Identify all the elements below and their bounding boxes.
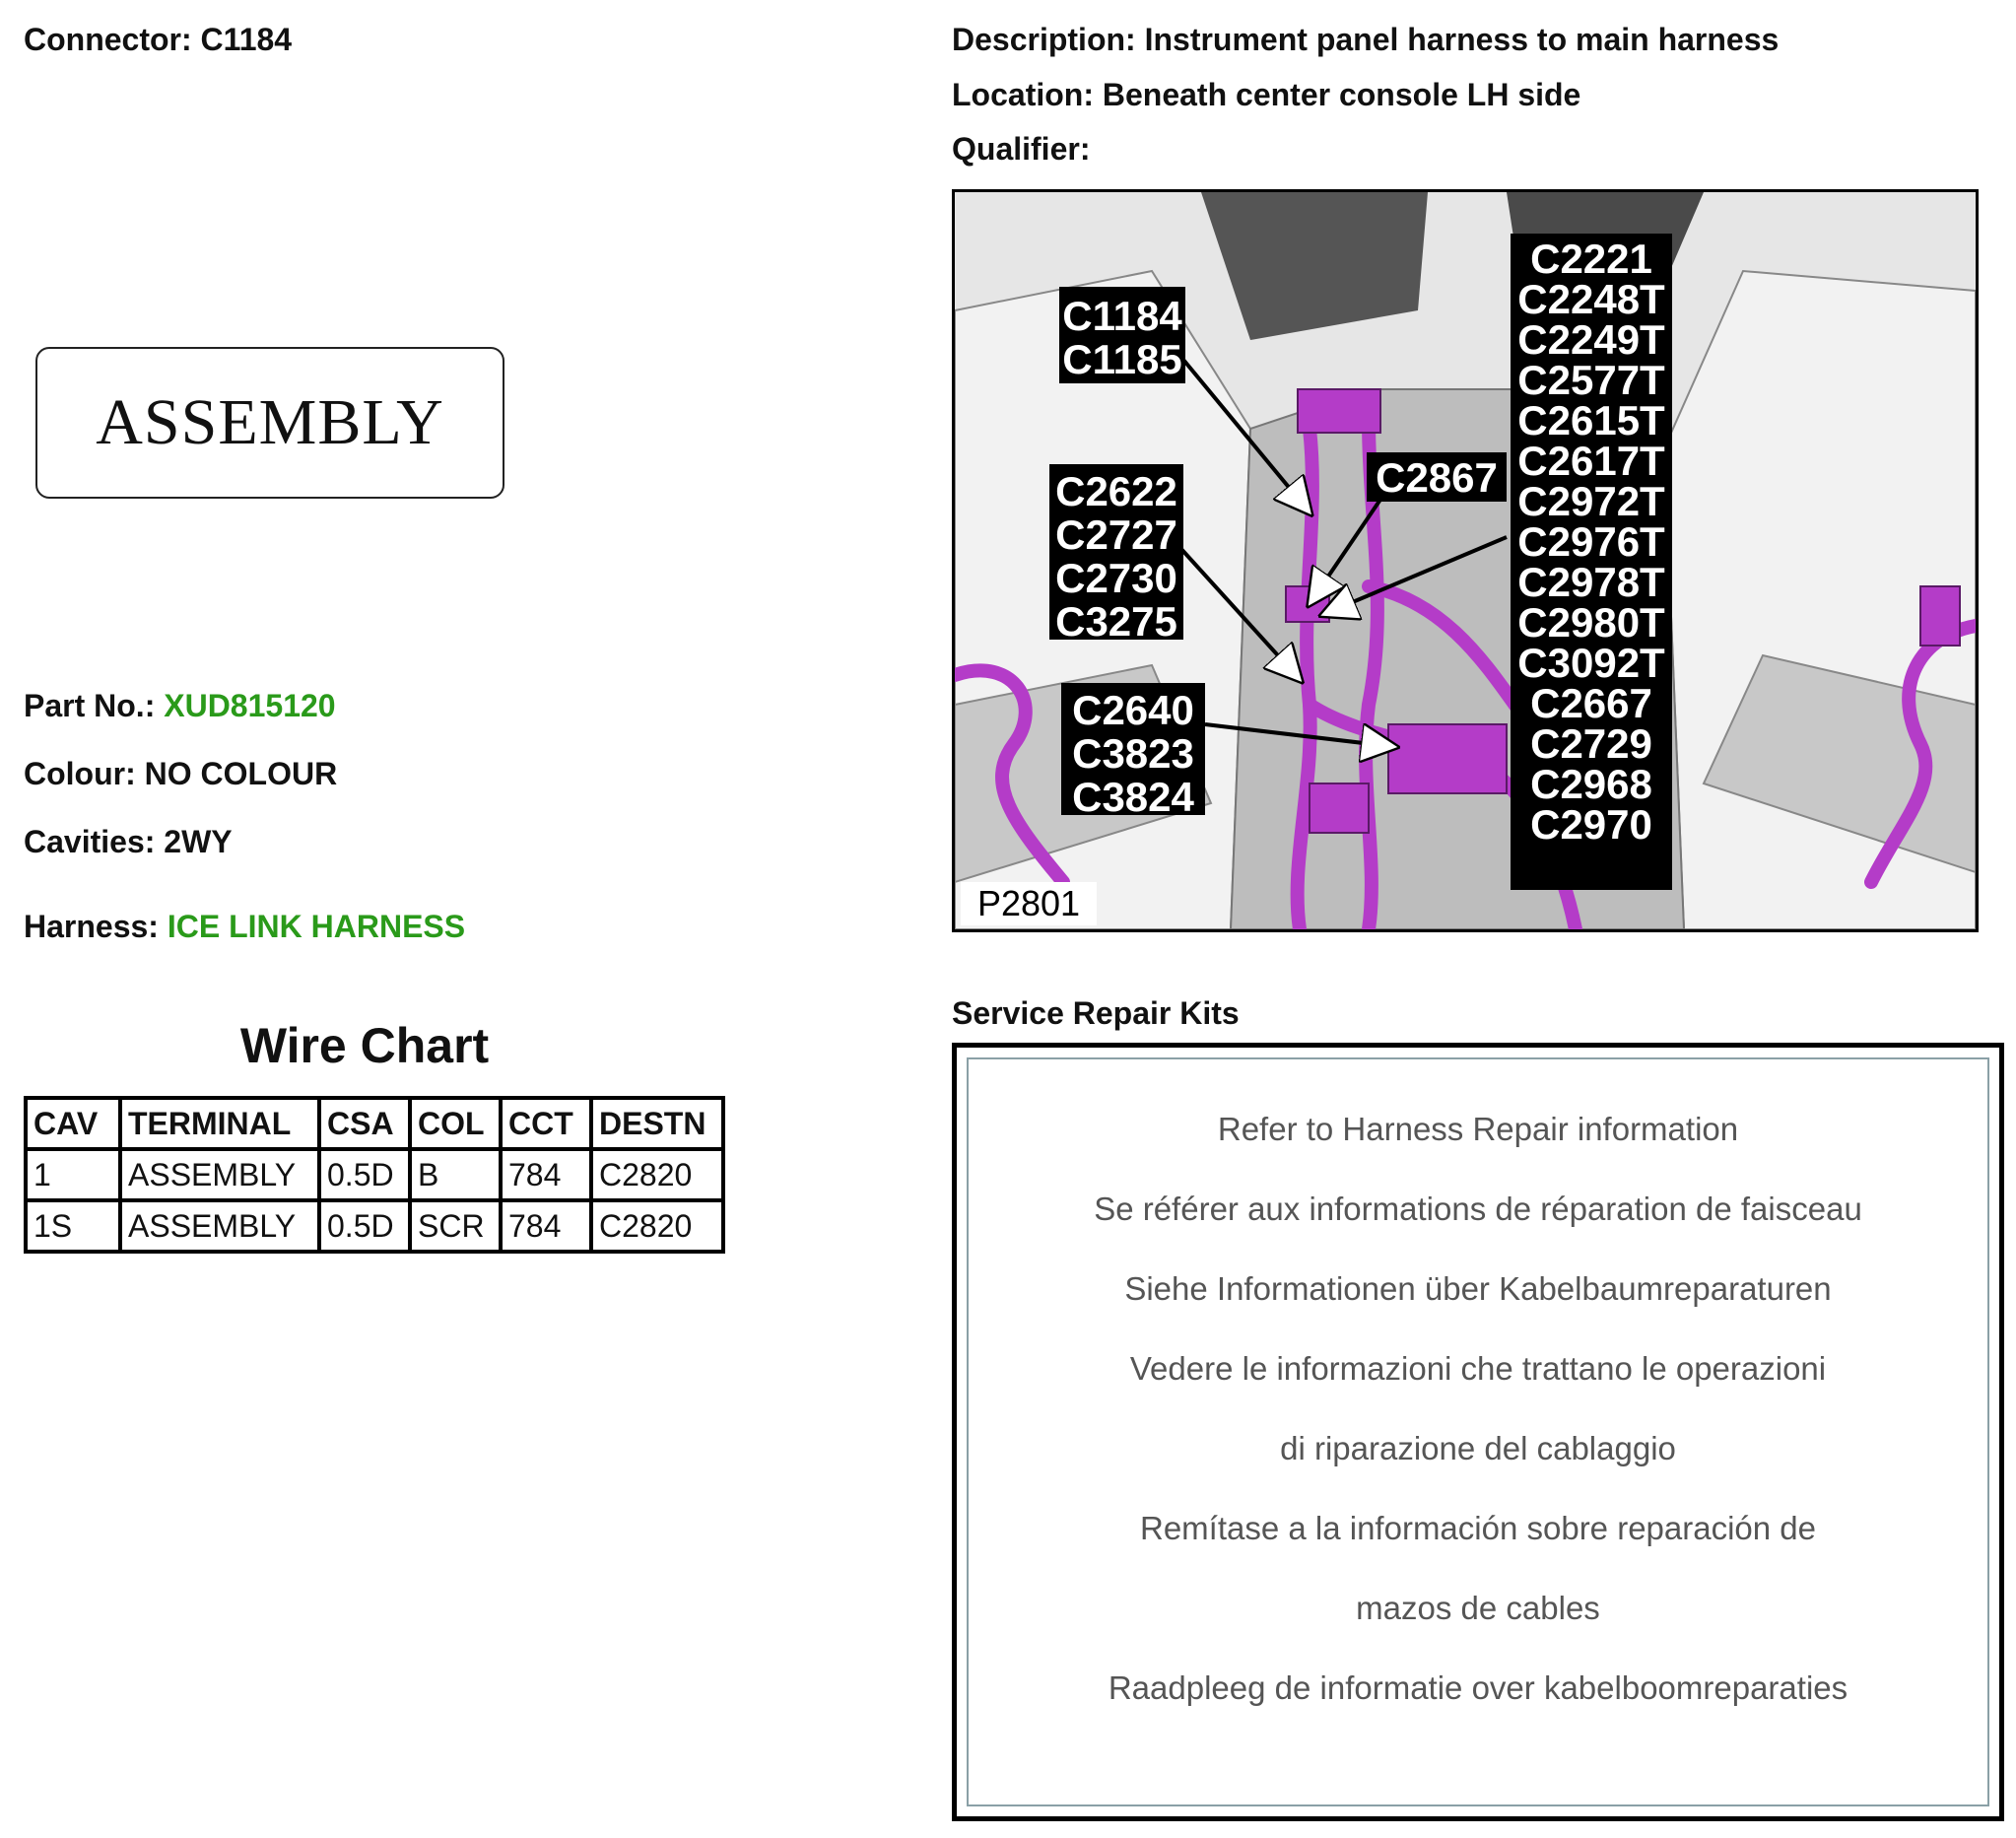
callout-group-c [1061,683,1205,820]
callout-label: C3824 [1072,774,1194,820]
srk-line: Vedere le informazioni che trattano le operazioni [1129,1350,1827,1387]
wire-chart-header-row [26,1098,723,1149]
part-no-field [24,688,336,724]
colour-label: Colour: [24,756,136,791]
cell-destn: C2820 [591,1149,723,1200]
cell-cav: 1 [26,1149,120,1200]
srk-line: Raadpleeg de informatie over kabelboomreparaties [1108,1669,1848,1706]
callout-label: C2980T [1517,599,1665,646]
connector-face-text: ASSEMBLY [96,386,444,458]
callout-label: C2972T [1517,478,1665,524]
part-no-label: Part No.: [24,688,156,723]
callout-label: C2640 [1072,687,1194,733]
callout-label: C2248T [1517,276,1665,322]
cell-cct: 784 [501,1200,591,1252]
callout-label: C2249T [1517,316,1665,363]
cell-csa: 0.5D [319,1200,410,1252]
header-cav: CAV [26,1098,120,1149]
cell-cav: 1S [26,1200,120,1252]
cell-destn: C2820 [591,1200,723,1252]
colour-field [24,756,337,792]
connector-location-picture [952,189,1979,932]
cell-csa: 0.5D [319,1149,410,1200]
cavities-label: Cavities: [24,824,156,859]
cell-terminal: ASSEMBLY [120,1149,319,1200]
service-repair-kits-content [967,1057,1989,1806]
cavities-value: 2WY [164,824,233,859]
callout-label: C2867 [1376,454,1498,501]
callout-label: C2727 [1055,511,1177,558]
colour-value: NO COLOUR [144,756,338,791]
location-field [952,77,1580,113]
callout-label: C2970 [1530,801,1652,848]
callout-label: C2617T [1517,438,1665,484]
callout-label: C1185 [1062,336,1182,382]
callout-label: C2730 [1055,555,1177,601]
callout-label: C3092T [1517,640,1665,686]
srk-line: mazos de cables [1356,1590,1600,1626]
srk-line: di riparazione del cablaggio [1280,1430,1676,1466]
callout-label: C1184 [1062,293,1182,339]
table-row [26,1149,723,1200]
connector-value: C1184 [200,22,293,57]
callout-label: C2729 [1530,720,1652,767]
description-value: Instrument panel harness to main harness [1144,22,1780,57]
cavities-field [24,824,233,860]
harness-link[interactable]: ICE LINK HARNESS [167,909,466,944]
cell-col: SCR [410,1200,501,1252]
callout-label: C2221 [1530,236,1652,282]
srk-line: Refer to Harness Repair information [1217,1111,1739,1147]
location-illustration [955,192,1976,929]
location-label: Location: [952,77,1094,112]
callout-label: C2976T [1517,518,1665,565]
callout-label: C2667 [1530,680,1652,726]
description-label: Description: [952,22,1136,57]
part-no-link[interactable]: XUD815120 [164,688,336,723]
callout-label: C2968 [1530,761,1652,807]
callout-group-d [1367,452,1507,502]
header-csa: CSA [319,1098,410,1149]
callout-group-a [1059,287,1185,383]
header-col: COL [410,1098,501,1149]
service-repair-kits-title: Service Repair Kits [952,995,1240,1031]
header-terminal: TERMINAL [120,1098,319,1149]
callout-label: C2978T [1517,559,1665,605]
connector-field [24,22,292,58]
figure-id: P2801 [976,883,1081,923]
callout-label: C2622 [1055,468,1177,514]
qualifier-field [952,131,1090,168]
callout-label: C3275 [1055,598,1177,645]
header-destn: DESTN [591,1098,723,1149]
table-row [26,1200,723,1252]
callout-group-e [1511,234,1672,890]
srk-line: Remítase a la información sobre reparación de [1139,1510,1817,1546]
srk-line: Se référer aux informations de réparation de faisceau [1094,1191,1862,1227]
callout-label: C2615T [1517,397,1665,443]
header-cct: CCT [501,1098,591,1149]
srk-line: Siehe Informationen über Kabelbaumreparaturen [1124,1270,1832,1307]
description-field [952,22,1779,58]
wire-chart-title: Wire Chart [239,1018,490,1073]
callout-label: C3823 [1072,730,1194,777]
location-value: Beneath center console LH side [1102,77,1581,112]
harness-field [24,909,465,945]
cell-terminal: ASSEMBLY [120,1200,319,1252]
connector-label: Connector: [24,22,192,57]
cell-col: B [410,1149,501,1200]
callout-group-b [1049,464,1183,645]
service-repair-kits-panel [952,1043,2004,1821]
qualifier-label: Qualifier: [952,131,1091,167]
callout-label: C2577T [1517,357,1665,403]
harness-label: Harness: [24,909,159,944]
connector-face-image [35,347,504,499]
cell-cct: 784 [501,1149,591,1200]
figure-id-badge [961,882,1097,925]
wire-chart-table [24,1096,725,1254]
